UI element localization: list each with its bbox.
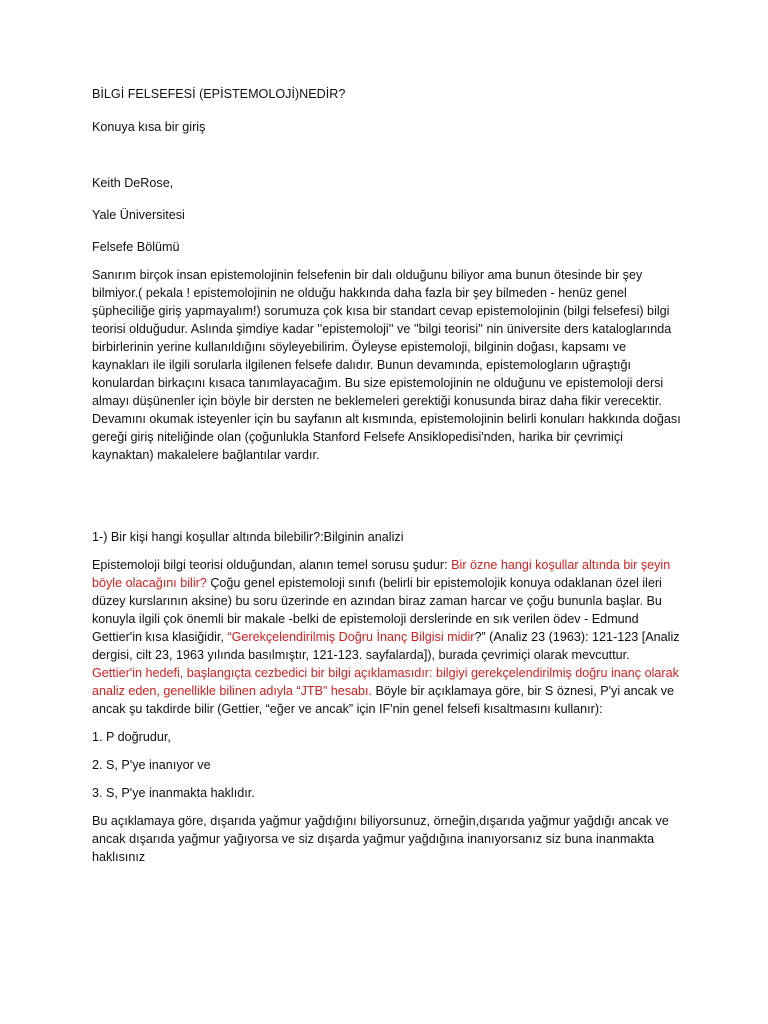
- analysis-text-3: ?” (Analiz 23 (1963): 121-123 [Analiz dergisi, cilt 23, 1963 yılında basılmıştır, 121-123. sayfalarda]), burada çevrimiçi olarak mevcuttur.: [92, 630, 680, 662]
- author-university: Yale Üniversitesi: [92, 208, 185, 222]
- closing-paragraph: Bu açıklamaya göre, dışarıda yağmur yağdığını biliyorsunuz, örneğin,dışarıda yağmur yağdığı ancak ve ancak dışarıda yağmur yağıyorsa ve siz dışarda yağmur yağdığına inanıyorsanız siz buna inanmakta haklısınız: [92, 814, 669, 864]
- condition-item: 3. S, P'ye inanmakta haklıdır.: [92, 786, 255, 800]
- author-name: Keith DeRose,: [92, 176, 174, 190]
- analysis-text-1: Epistemoloji bilgi teorisi olduğundan, alanın temel sorusu şudur:: [92, 558, 452, 572]
- analysis-paragraph: [92, 556, 682, 718]
- analysis-highlight-jtb: Gettier'in hedefi, başlangıçta cezbedici bir bilgi açıklamasıdır: bilgiyi gerekçelendirilmiş doğru inanç olarak analiz eden, genellikle bilinen adıyla “JTB” hesabı.: [92, 666, 679, 698]
- condition-item: 1. P doğrudur,: [92, 730, 171, 744]
- intro-paragraph: Sanırım birçok insan epistemolojinin felsefenin bir dalı olduğunu biliyor ama bunun ötesinde bir şey bilmiyor.( pekala ! epistemolojinin ne olduğu hakkında daha fazla bir şey bilmeden - henüz genel şüpheciliğe giriş yapmayalım!) sorumuza çok kısa bir standart cevap epistemolojinin (bilgi felsefesi) bilgi teorisi olduğudur. Aslında şimdiye kadar ''epistemoloji'' ve ''bilgi teorisi'' nin üniversite ders kataloglarında birbirlerinin yerine kullanıldığını söyleyebilirim. Öyleyse epistemoloji, bilginin doğası, kapsamı ve kaynakları ile ilgili sorularla ilgilenen felsefe dalıdır. Bunun devamında, epistemologların uğraştığı konulardan birkaçını kısaca tanımlayacağım. Bu size epistemolojinin ne olduğunu ve epistemoloji dersi almayı düşünenler için böyle bir dersten ne beklemeleri gerektiği konusunda biraz daha fikir verecektir. Devamını okumak isteyenler için bu sayfanın alt kısmında, epistemolojinin belirli konuları hakkında doğası gereği giriş niteliğinde olan (çoğunlukla Stanford Felsefe Ansiklopedisi'nden, harika bir çevrimiçi kaynaktan) makalelere bağlantılar vardır.: [92, 268, 681, 462]
- document-subtitle: Konuya kısa bir giriş: [92, 120, 206, 134]
- analysis-highlight-article: “Gerekçelendirilmiş Doğru İnanç Bilgisi midir: [227, 630, 475, 644]
- author-department: Felsefe Bölümü: [92, 240, 180, 254]
- analysis-text-2: Çoğu genel epistemoloji sınıfı (belirli bir epistemolojik konuya odaklanan özel ileri düzey kurslarının aksine) bu soru üzerinde en azından biraz zaman harcar ve çoğu bununla başlar. Bu konuyla ilgili çok önemli bir makale -belki de epistemoloji derslerinde en sık verilen ödev - Edmund Gettier'in kısa klasiğidir,: [92, 576, 662, 644]
- section-heading: 1-) Bir kişi hangi koşullar altında bilebilir?:Bilginin analizi: [92, 530, 404, 544]
- document-page: [92, 80, 682, 866]
- condition-item: 2. S, P'ye inanıyor ve: [92, 758, 211, 772]
- document-title: BİLGİ FELSEFESİ (EPİSTEMOLOJİ)NEDİR?: [92, 87, 346, 101]
- analysis-highlight-question: Bir özne hangi koşullar altında bir şeyin böyle olacağını bilir?: [92, 558, 671, 590]
- analysis-text-4: Böyle bir açıklamaya göre, bir S öznesi, P'yi ancak ve ancak şu takdirde bilir (Gettier, “eğer ve ancak” için IF'nin genel felsefi kısaltmasını kullanır):: [92, 684, 675, 716]
